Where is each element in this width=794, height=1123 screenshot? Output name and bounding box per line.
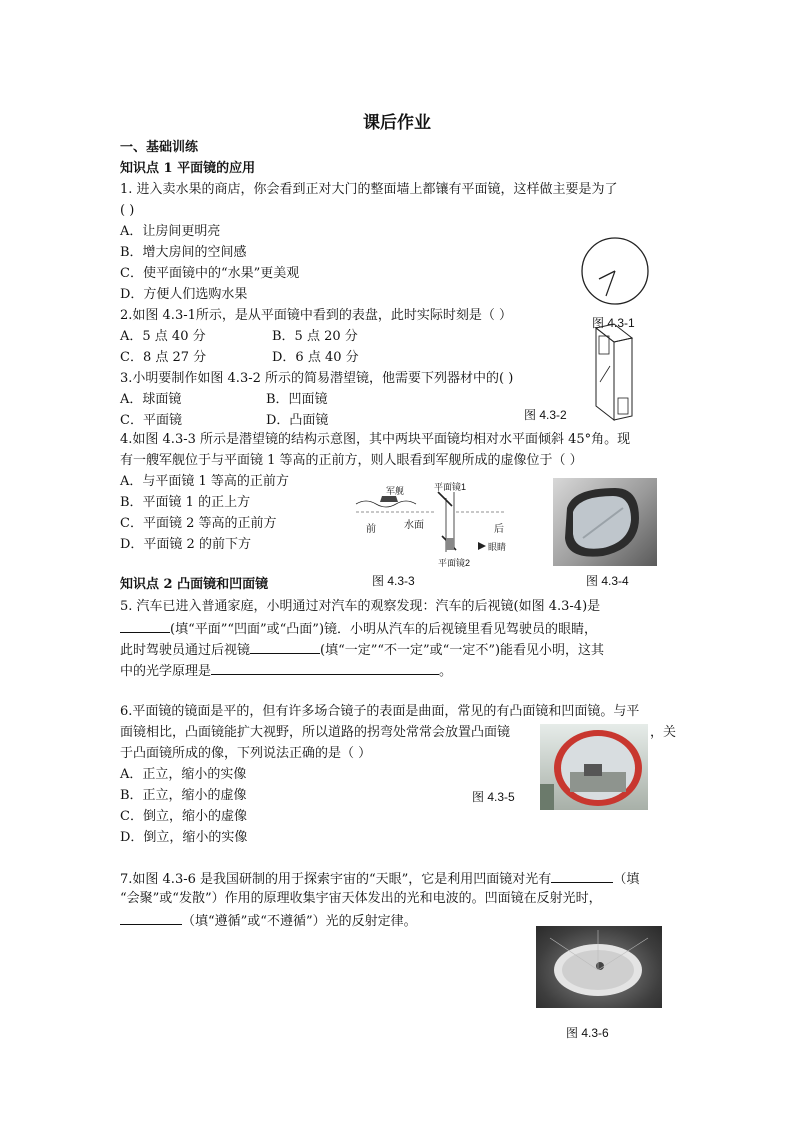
q2-stem: 2.如图 4.3-1所示，是从平面镜中看到的表盘，此时实际时刻是（ ）	[120, 308, 513, 323]
q3-option-c: C．平面镜	[120, 413, 182, 428]
q1-option-b: B．增大房间的空间感	[120, 245, 247, 260]
q5-line1: 5. 汽车已进入普通家庭，小明通过对汽车的观察发现：汽车的后视镜(如图 4.3-4)是	[120, 599, 601, 614]
q7-line1	[120, 870, 639, 888]
clock-figure	[578, 236, 652, 306]
q3-option-a: A．球面镜	[120, 392, 182, 407]
fast-telescope-photo	[536, 926, 662, 1008]
q5-line2	[120, 620, 597, 638]
q2-option-b: B．5 点 20 分	[272, 329, 358, 344]
page-title: 课后作业	[363, 113, 431, 133]
q5-line2-text: (填“平面”“凹面”或“凸面”)镜．小明从汽车的后视镜里看见驾驶员的眼睛，	[170, 622, 598, 637]
q3-option-b: B．凹面镜	[266, 392, 328, 407]
answer-blank[interactable]	[120, 620, 170, 633]
q4-option-d: D．平面镜 2 的前下方	[120, 537, 251, 552]
front-label: 前	[366, 524, 376, 535]
q6-option-b: B．正立，缩小的虚像	[120, 788, 247, 803]
q6-line2b: ，关	[650, 725, 677, 740]
q1-option-c: C．使平面镜中的“水果”更美观	[120, 266, 300, 281]
ship-label: 军舰	[386, 486, 405, 496]
q5-line3-text-a: 此时驾驶员通过后视镜	[120, 643, 251, 658]
q7-line3-text: （填“遵循”或“不遵循”）光的反射定律。	[182, 914, 417, 929]
car-mirror-photo	[553, 478, 657, 566]
q7-line1-text-a: 7.如图 4.3-6 是我国研制的用于探索宇宙的“天眼”，它是利用凹面镜对光有	[120, 872, 552, 887]
mirror1-label: 平面镜1	[434, 482, 467, 492]
q6-option-d: D．倒立，缩小的实像	[120, 830, 248, 845]
q2-option-a: A．5 点 40 分	[120, 329, 206, 344]
q2-option-d: D．6 点 40 分	[272, 350, 359, 365]
answer-blank[interactable]	[211, 662, 439, 675]
periscope-schematic	[346, 478, 526, 570]
mirror2-label: 平面镜2	[438, 558, 471, 568]
q6-option-c: C．倒立，缩小的虚像	[120, 809, 247, 824]
q4-stem-line2: 有一艘军舰位于与平面镜 1 等高的正前方，则人眼看到军舰所成的虚像位于（ ）	[120, 453, 583, 468]
q2-option-c: C．8 点 27 分	[120, 350, 207, 365]
answer-blank[interactable]	[551, 870, 613, 883]
knowledge-point-1: 知识点 1 平面镜的应用	[120, 161, 256, 176]
q3-option-d: D．凸面镜	[266, 413, 329, 428]
q7-line1-text-b: （填	[613, 872, 640, 887]
eye-label: 眼睛	[488, 542, 507, 552]
figure-caption-4-3-2: 图 4.3-2	[524, 408, 567, 422]
q5-line4	[120, 662, 452, 680]
figure-caption-4-3-3: 图 4.3-3	[372, 574, 415, 588]
q6-line3: 于凸面镜所成的像，下列说法正确的是（ ）	[120, 746, 372, 761]
q1-stem-line1: 1. 进入卖水果的商店，你会看到正对大门的整面墙上都镶有平面镜，这样做主要是为了	[120, 182, 618, 197]
q1-stem-line2: ( )	[120, 203, 135, 218]
figure-caption-4-3-1: 图 4.3-1	[592, 316, 635, 330]
q6-option-a: A．正立，缩小的实像	[120, 767, 247, 782]
q5-line4-end: 。	[439, 664, 453, 679]
q7-line2: “会聚”或“发散”）作用的原理收集宇宙天体发出的光和电波的。凹面镜在反射光时，	[120, 891, 602, 906]
convex-mirror-photo	[540, 724, 648, 810]
q5-line3-text-b: (填“一定”“不一定”或“一定不”)能看见小明，这其	[320, 643, 605, 658]
figure-caption-4-3-6: 图 4.3-6	[566, 1026, 609, 1040]
q4-option-c: C．平面镜 2 等高的正前方	[120, 516, 277, 531]
periscope-figure	[588, 322, 644, 422]
section-heading: 一、基础训练	[120, 140, 199, 155]
q5-line4-text: 中的光学原理是	[120, 664, 212, 679]
q5-line3	[120, 641, 604, 659]
q3-stem: 3.小明要制作如图 4.3-2 所示的简易潜望镜，他需要下列器材中的( )	[120, 371, 514, 386]
figure-caption-4-3-4: 图 4.3-4	[586, 574, 629, 588]
figure-caption-4-3-5: 图 4.3-5	[472, 790, 515, 804]
q4-option-a: A．与平面镜 1 等高的正前方	[120, 474, 289, 489]
q1-option-a: A．让房间更明亮	[120, 224, 221, 239]
q4-option-b: B．平面镜 1 的正上方	[120, 495, 251, 510]
knowledge-point-2: 知识点 2 凸面镜和凹面镜	[120, 577, 269, 592]
answer-blank[interactable]	[250, 641, 320, 654]
q1-option-d: D．方便人们选购水果	[120, 287, 248, 302]
q4-stem-line1: 4.如图 4.3-3 所示是潜望镜的结构示意图，其中两块平面镜均相对水平面倾斜 45°角。现	[120, 432, 631, 447]
q6-line2a: 面镜相比，凸面镜能扩大视野，所以道路的拐弯处常常会放置凸面镜	[120, 725, 511, 740]
back-label: 后	[494, 524, 504, 535]
q7-line3	[120, 912, 417, 930]
answer-blank[interactable]	[120, 912, 182, 925]
q6-line1: 6.平面镜的镜面是平的，但有许多场合镜子的表面是曲面，常见的有凸面镜和凹面镜。与平	[120, 704, 640, 719]
water-label: 水面	[404, 520, 424, 531]
